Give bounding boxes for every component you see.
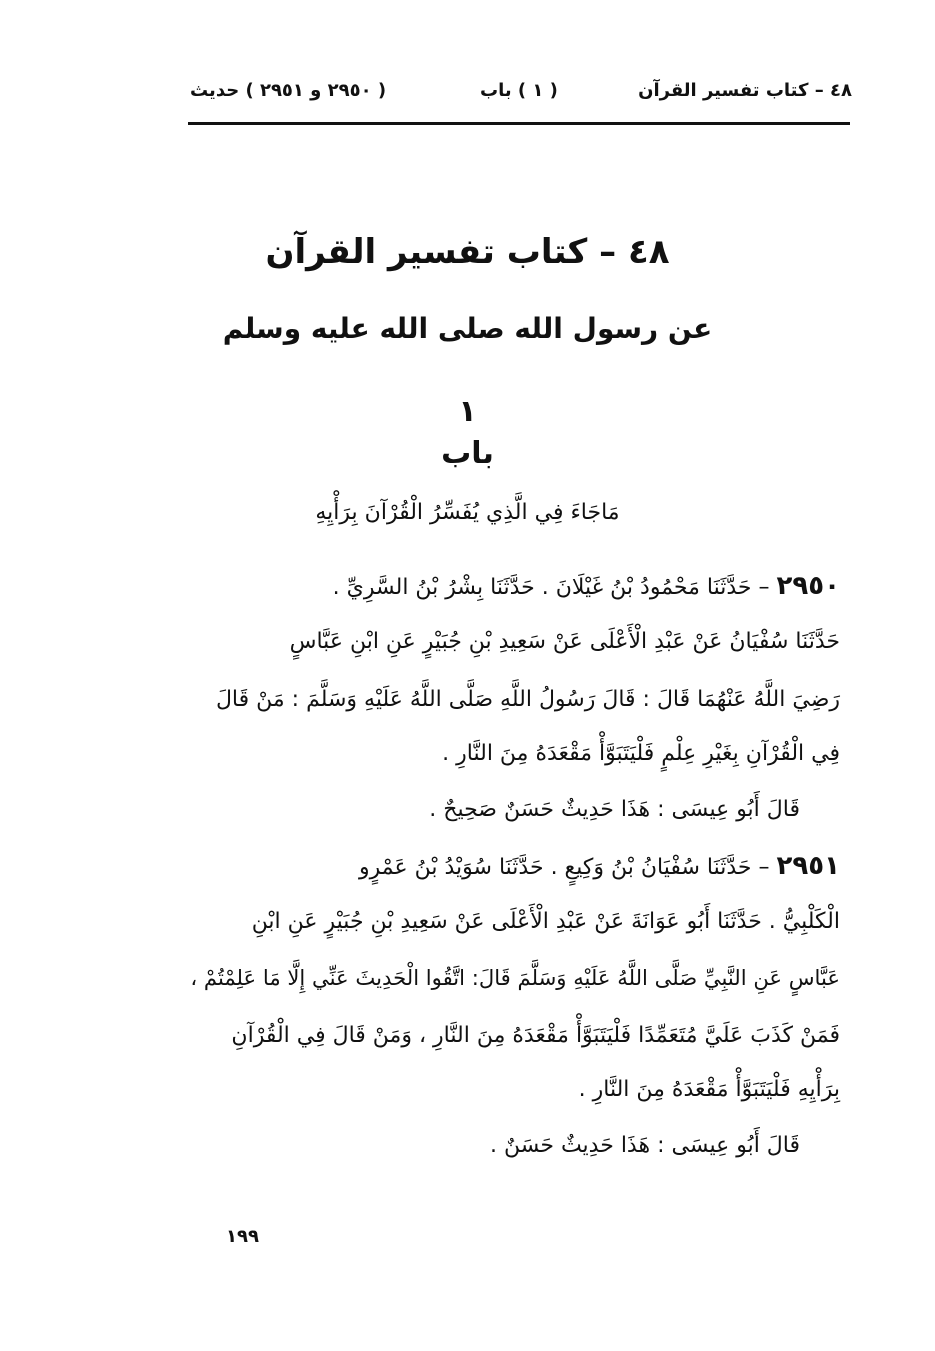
hadith-text: – حَدَّثَنَا سُفْيَانُ بْنُ وَكِيعٍ . حَدَّثَنَا سُوَيْدُ بْنُ عَمْرٍو: [359, 855, 770, 880]
book-subtitle: عن رسول الله صلى الله عليه وسلم: [222, 312, 713, 345]
hadith-number: ٢٩٥٠: [776, 571, 840, 601]
header-rule: [188, 122, 850, 125]
book-title: ٤٨ – كتاب تفسير القرآن: [265, 232, 670, 272]
chapter-heading: مَاجَاءَ فِي الَّذِي يُفَسِّرُ الْقُرْآنَ بِرَأْيِهِ: [315, 500, 620, 525]
hadith-2951-line-5: بِرَأْيِهِ فَلْيَتَبَوَّأْ مَقْعَدَهُ مِنَ النَّارِ .: [578, 1077, 840, 1102]
header-chapter: ( ١ ) باب: [480, 80, 558, 101]
header-hadith-range: ( ٢٩٥٠ و ٢٩٥١ ) حديث: [190, 80, 387, 101]
hadith-2951-line-1: [359, 846, 840, 888]
hadith-2950-line-4: فِي الْقُرْآنِ بِغَيْرِ عِلْمٍ فَلْيَتَبَوَّأْ مَقْعَدَهُ مِنَ النَّارِ .: [442, 741, 840, 766]
hadith-number: ٢٩٥١: [776, 851, 840, 881]
header-book-title: ٤٨ – كتاب تفسير القرآن: [638, 80, 852, 101]
hadith-2950-line-1: [333, 566, 840, 608]
hadith-2950-grading: قَالَ أَبُو عِيسَى : هَذَا حَدِيثٌ حَسَنٌ صَحِيحٌ .: [429, 797, 800, 822]
hadith-text: – حَدَّثَنَا مَحْمُودُ بْنُ غَيْلَانَ . حَدَّثَنَا بِشْرُ بْنُ السَّرِيِّ .: [332, 575, 770, 600]
running-header: [190, 76, 852, 116]
chapter-label: باب: [441, 436, 494, 471]
hadith-2951-line-4: فَمَنْ كَذَبَ عَلَيَّ مُتَعَمِّدًا فَلْيَتَبَوَّأْ مَقْعَدَهُ مِنَ النَّارِ ، وَمَنْ قَالَ فِي الْقُرْآنِ: [231, 1023, 840, 1048]
hadith-2950-line-2: حَدَّثَنَا سُفْيَانُ عَنْ عَبْدِ الْأَعْلَى عَنْ سَعِيدِ بْنِ جُبَيْرٍ عَنِ ابْنِ عَبَّاسٍ: [289, 629, 840, 654]
chapter-number: ١: [458, 394, 477, 429]
hadith-2950-line-3: رَضِيَ اللَّهُ عَنْهُمَا قَالَ : قَالَ رَسُولُ اللَّهِ صَلَّى اللَّهُ عَلَيْهِ وَسَلَّمَ : مَنْ قَالَ: [215, 687, 840, 712]
hadith-2951-line-2: الْكَلْبِيُّ . حَدَّثَنَا أَبُو عَوَانَةَ عَنْ عَبْدِ الْأَعْلَى عَنْ سَعِيدِ بْنِ جُبَيْرٍ عَنِ ابْنِ: [251, 909, 840, 934]
hadith-2951-line-3: عَبَّاسٍ عَنِ النَّبِيِّ صَلَّى اللَّهُ عَلَيْهِ وَسَلَّمَ قَالَ: اتَّقُوا الْحَدِيثَ عَنِّي إِلَّا مَا عَلِمْتُمْ ،: [190, 965, 840, 990]
hadith-2951-grading: قَالَ أَبُو عِيسَى : هَذَا حَدِيثٌ حَسَنٌ .: [490, 1133, 800, 1158]
page-number: ١٩٩: [226, 1226, 259, 1247]
